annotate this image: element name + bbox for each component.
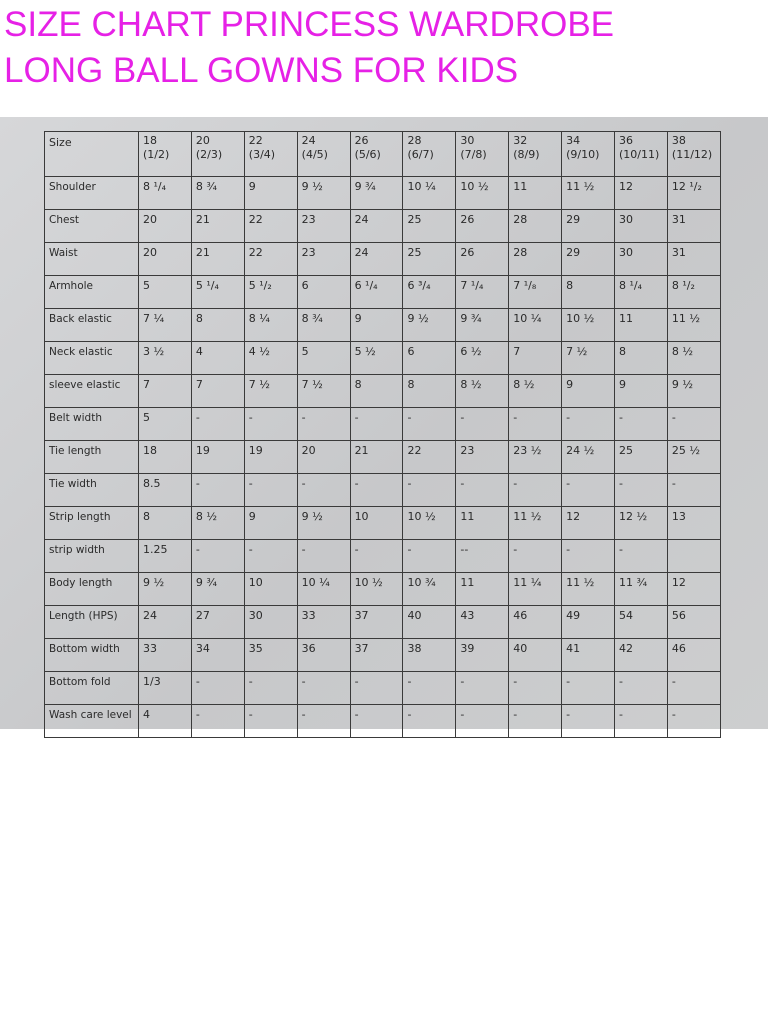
table-cell: - <box>615 705 668 738</box>
size-age-range: (1/2) <box>143 148 170 161</box>
table-cell: 11 ½ <box>562 177 615 210</box>
table-cell: 12 ½ <box>615 507 668 540</box>
table-cell: 11 ¾ <box>615 573 668 606</box>
table-cell: 12 ¹/₂ <box>667 177 720 210</box>
size-header-cell <box>615 132 668 177</box>
table-cell: - <box>403 408 456 441</box>
table-cell: - <box>456 474 509 507</box>
table-cell: - <box>456 408 509 441</box>
table-cell: 7 ¹/₄ <box>456 276 509 309</box>
size-age-range: (4/5) <box>301 148 328 161</box>
table-cell: 12 <box>562 507 615 540</box>
size-header-cell <box>403 132 456 177</box>
table-cell: 13 <box>667 507 720 540</box>
size-number: 18 <box>143 134 157 147</box>
table-cell: 46 <box>667 639 720 672</box>
row-label: Tie length <box>45 441 139 474</box>
table-cell: 3 ½ <box>139 342 192 375</box>
size-header-cell <box>139 132 192 177</box>
size-age-range: (7/8) <box>460 148 487 161</box>
table-cell: - <box>350 540 403 573</box>
table-cell: 42 <box>615 639 668 672</box>
size-header-cell <box>191 132 244 177</box>
table-cell: 11 ½ <box>562 573 615 606</box>
table-row <box>45 441 721 474</box>
table-cell: 10 <box>244 573 297 606</box>
table-row <box>45 672 721 705</box>
table-cell: 26 <box>456 243 509 276</box>
table-row <box>45 276 721 309</box>
table-cell: 8 <box>615 342 668 375</box>
row-label: Back elastic <box>45 309 139 342</box>
table-cell: 10 <box>350 507 403 540</box>
table-cell: -- <box>456 540 509 573</box>
table-row <box>45 705 721 738</box>
table-cell: 23 <box>456 441 509 474</box>
table-cell: - <box>350 705 403 738</box>
table-cell: 23 <box>297 210 350 243</box>
table-cell: - <box>667 705 720 738</box>
table-cell: - <box>244 705 297 738</box>
table-cell: 35 <box>244 639 297 672</box>
table-cell: - <box>191 474 244 507</box>
row-label: Bottom width <box>45 639 139 672</box>
table-cell: 6 ½ <box>456 342 509 375</box>
size-header-cell <box>562 132 615 177</box>
size-age-range: (3/4) <box>248 148 276 161</box>
table-cell: 9 <box>244 507 297 540</box>
size-age-range: (10/11) <box>619 148 660 161</box>
table-cell: 21 <box>191 210 244 243</box>
table-row <box>45 408 721 441</box>
table-cell: - <box>509 474 562 507</box>
table-cell: 7 ½ <box>562 342 615 375</box>
table-row <box>45 375 721 408</box>
table-cell: 24 <box>139 606 192 639</box>
table-cell: 9 ½ <box>297 177 350 210</box>
table-cell: 1/3 <box>139 672 192 705</box>
size-number: 38 <box>671 134 686 147</box>
row-label: Body length <box>45 573 139 606</box>
table-cell: 28 <box>509 210 562 243</box>
table-cell: 33 <box>297 606 350 639</box>
table-cell: 29 <box>562 243 615 276</box>
table-cell: 11 ½ <box>667 309 720 342</box>
table-cell: 9 <box>244 177 297 210</box>
table-cell: 8 ½ <box>667 342 720 375</box>
table-cell: 9 <box>615 375 668 408</box>
table-cell: 7 ¹/₈ <box>509 276 562 309</box>
table-cell: 56 <box>667 606 720 639</box>
size-number: 28 <box>407 134 422 147</box>
table-cell: - <box>191 540 244 573</box>
table-cell: 11 <box>456 573 509 606</box>
row-label: Tie width <box>45 474 139 507</box>
table-cell: 8 <box>191 309 244 342</box>
table-cell: 21 <box>350 441 403 474</box>
table-cell: 6 ³/₄ <box>403 276 456 309</box>
table-cell: - <box>350 672 403 705</box>
table-cell: 24 <box>350 210 403 243</box>
table-cell: 9 ¾ <box>191 573 244 606</box>
table-cell: 40 <box>509 639 562 672</box>
row-label: Armhole <box>45 276 139 309</box>
table-cell: 43 <box>456 606 509 639</box>
table-cell: 8 ¹/₂ <box>667 276 720 309</box>
table-cell: - <box>562 474 615 507</box>
size-chart-sheet <box>0 117 768 729</box>
table-cell: 19 <box>244 441 297 474</box>
table-cell: - <box>191 705 244 738</box>
table-cell: 10 ¾ <box>403 573 456 606</box>
size-number: 32 <box>513 134 528 147</box>
title-line-2: LONG BALL GOWNS FOR KIDS <box>4 51 519 90</box>
size-header-cell <box>509 132 562 177</box>
size-header-label: Size <box>45 132 139 177</box>
row-label: Belt width <box>45 408 139 441</box>
table-cell: 10 ½ <box>350 573 403 606</box>
table-cell: 25 <box>403 210 456 243</box>
table-cell: - <box>615 408 668 441</box>
table-cell: - <box>350 474 403 507</box>
table-cell: - <box>615 474 668 507</box>
table-cell: 4 ½ <box>244 342 297 375</box>
table-cell: - <box>403 474 456 507</box>
table-cell: 31 <box>667 243 720 276</box>
table-cell: - <box>244 408 297 441</box>
table-cell: 24 <box>350 243 403 276</box>
table-cell: 20 <box>139 210 192 243</box>
table-cell: 8.5 <box>139 474 192 507</box>
table-cell: 11 <box>509 177 562 210</box>
table-row <box>45 177 721 210</box>
size-age-range: (6/7) <box>407 148 434 161</box>
size-number: 20 <box>195 134 210 147</box>
table-cell: 11 ½ <box>509 507 562 540</box>
table-cell: 30 <box>615 243 668 276</box>
table-cell: 9 ¾ <box>456 309 509 342</box>
table-cell: 20 <box>297 441 350 474</box>
table-cell: 4 <box>139 705 192 738</box>
table-cell: - <box>562 672 615 705</box>
table-cell: - <box>244 540 297 573</box>
row-label: sleeve elastic <box>45 375 139 408</box>
table-cell: 30 <box>244 606 297 639</box>
table-cell: - <box>456 672 509 705</box>
table-cell: 12 <box>615 177 668 210</box>
row-label: Wash care level <box>45 705 139 738</box>
table-cell: - <box>297 474 350 507</box>
table-cell: 24 ½ <box>562 441 615 474</box>
size-number: 30 <box>460 134 475 147</box>
table-row <box>45 606 721 639</box>
table-cell: 8 ¾ <box>191 177 244 210</box>
table-row <box>45 474 721 507</box>
table-cell: - <box>509 408 562 441</box>
table-cell: 5 <box>139 276 192 309</box>
size-age-range: (8/9) <box>513 148 540 161</box>
table-cell: 7 ½ <box>244 375 297 408</box>
table-cell: - <box>191 408 244 441</box>
size-header-cell <box>297 132 350 177</box>
table-cell: - <box>403 705 456 738</box>
table-cell: 6 ¹/₄ <box>350 276 403 309</box>
table-cell: 25 <box>615 441 668 474</box>
table-cell: 5 ½ <box>350 342 403 375</box>
table-cell: 10 ¼ <box>403 177 456 210</box>
table-cell: 11 ¼ <box>509 573 562 606</box>
size-header-cell <box>667 132 720 177</box>
table-cell: 46 <box>509 606 562 639</box>
table-cell: 54 <box>615 606 668 639</box>
table-cell: 7 <box>191 375 244 408</box>
size-number: 36 <box>619 134 634 147</box>
table-cell: 8 <box>403 375 456 408</box>
table-cell: 19 <box>191 441 244 474</box>
table-row <box>45 243 721 276</box>
size-number: 26 <box>354 134 369 147</box>
table-cell: 22 <box>244 243 297 276</box>
table-row <box>45 342 721 375</box>
table-cell: 8 <box>350 375 403 408</box>
table-cell: - <box>509 540 562 573</box>
table-cell: 9 <box>350 309 403 342</box>
table-cell: 31 <box>667 210 720 243</box>
table-cell: 41 <box>562 639 615 672</box>
table-cell: - <box>403 672 456 705</box>
size-chart-table <box>44 131 721 738</box>
table-cell: 7 <box>509 342 562 375</box>
table-cell: - <box>297 705 350 738</box>
table-cell: - <box>297 408 350 441</box>
table-cell: 34 <box>191 639 244 672</box>
table-cell: 8 ½ <box>509 375 562 408</box>
table-row <box>45 210 721 243</box>
size-age-range: (5/6) <box>354 148 381 161</box>
table-cell: - <box>191 672 244 705</box>
table-cell: 7 ¼ <box>139 309 192 342</box>
table-cell: 30 <box>615 210 668 243</box>
table-row <box>45 507 721 540</box>
row-label: Bottom fold <box>45 672 139 705</box>
table-cell: - <box>615 540 668 573</box>
table-cell: - <box>562 540 615 573</box>
table-cell: 29 <box>562 210 615 243</box>
table-cell: 25 <box>403 243 456 276</box>
table-cell: - <box>244 672 297 705</box>
size-header-cell <box>456 132 509 177</box>
title-line-1: SIZE CHART PRINCESS WARDROBE <box>4 5 615 44</box>
table-row <box>45 309 721 342</box>
table-cell: 6 <box>403 342 456 375</box>
table-cell: 37 <box>350 606 403 639</box>
row-label: Waist <box>45 243 139 276</box>
page-title <box>4 2 764 94</box>
table-cell: 22 <box>403 441 456 474</box>
table-cell: 23 <box>297 243 350 276</box>
table-cell: 39 <box>456 639 509 672</box>
table-cell: 5 ¹/₄ <box>191 276 244 309</box>
table-cell: 22 <box>244 210 297 243</box>
table-cell: 11 <box>456 507 509 540</box>
size-number: 24 <box>301 134 316 147</box>
size-age-range: (2/3) <box>195 148 223 161</box>
row-label: strip width <box>45 540 139 573</box>
table-cell: 5 ¹/₂ <box>244 276 297 309</box>
table-cell: 40 <box>403 606 456 639</box>
table-cell: - <box>667 672 720 705</box>
table-cell: 7 <box>139 375 192 408</box>
table-cell: - <box>509 672 562 705</box>
table-cell: - <box>615 672 668 705</box>
table-cell: 1.25 <box>139 540 192 573</box>
table-cell: - <box>403 540 456 573</box>
table-cell: 9 ½ <box>139 573 192 606</box>
table-cell: 9 <box>562 375 615 408</box>
table-cell: 5 <box>297 342 350 375</box>
table-cell: 8 ¼ <box>244 309 297 342</box>
table-cell: - <box>562 705 615 738</box>
table-cell: 20 <box>139 243 192 276</box>
size-age-range: (11/12) <box>671 148 713 161</box>
table-cell: 7 ½ <box>297 375 350 408</box>
table-cell: 9 ½ <box>403 309 456 342</box>
table-cell: 6 <box>297 276 350 309</box>
table-cell: - <box>667 408 720 441</box>
table-cell: - <box>297 672 350 705</box>
table-cell: 21 <box>191 243 244 276</box>
size-number: 22 <box>248 134 263 147</box>
table-cell: - <box>456 705 509 738</box>
table-cell: 8 ½ <box>456 375 509 408</box>
table-cell: 10 ½ <box>456 177 509 210</box>
table-cell: 10 ¼ <box>509 309 562 342</box>
table-row <box>45 540 721 573</box>
table-cell: 23 ½ <box>509 441 562 474</box>
table-cell: 37 <box>350 639 403 672</box>
table-cell: - <box>244 474 297 507</box>
table-cell: - <box>350 408 403 441</box>
table-cell: 8 ¹/₄ <box>139 177 192 210</box>
table-cell: 9 ½ <box>297 507 350 540</box>
table-cell: 5 <box>139 408 192 441</box>
table-cell: 8 ½ <box>191 507 244 540</box>
row-label: Strip length <box>45 507 139 540</box>
table-row <box>45 639 721 672</box>
table-cell: 9 ¾ <box>350 177 403 210</box>
size-number: 34 <box>566 134 581 147</box>
table-cell: 8 <box>139 507 192 540</box>
table-cell: - <box>297 540 350 573</box>
table-cell <box>667 540 720 573</box>
table-cell: 4 <box>191 342 244 375</box>
table-cell: 8 ¾ <box>297 309 350 342</box>
table-row <box>45 573 721 606</box>
table-cell: 36 <box>297 639 350 672</box>
table-cell: 28 <box>509 243 562 276</box>
table-cell: 33 <box>139 639 192 672</box>
table-header-row <box>45 132 721 177</box>
row-label: Shoulder <box>45 177 139 210</box>
table-cell: 8 ¹/₄ <box>615 276 668 309</box>
row-label: Length (HPS) <box>45 606 139 639</box>
table-cell: - <box>509 705 562 738</box>
size-header-cell <box>244 132 297 177</box>
table-cell: - <box>667 474 720 507</box>
size-header-cell <box>350 132 403 177</box>
table-cell: 11 <box>615 309 668 342</box>
table-cell: 38 <box>403 639 456 672</box>
row-label: Chest <box>45 210 139 243</box>
table-cell: 10 ½ <box>403 507 456 540</box>
table-cell: 10 ½ <box>562 309 615 342</box>
table-cell: 10 ¼ <box>297 573 350 606</box>
table-cell: 18 <box>139 441 192 474</box>
table-cell: 26 <box>456 210 509 243</box>
table-cell: 25 ½ <box>667 441 720 474</box>
table-cell: - <box>562 408 615 441</box>
table-cell: 9 ½ <box>667 375 720 408</box>
table-cell: 12 <box>667 573 720 606</box>
size-age-range: (9/10) <box>566 148 600 161</box>
table-body <box>45 177 721 738</box>
row-label: Neck elastic <box>45 342 139 375</box>
table-cell: 27 <box>191 606 244 639</box>
table-cell: 49 <box>562 606 615 639</box>
table-cell: 8 <box>562 276 615 309</box>
